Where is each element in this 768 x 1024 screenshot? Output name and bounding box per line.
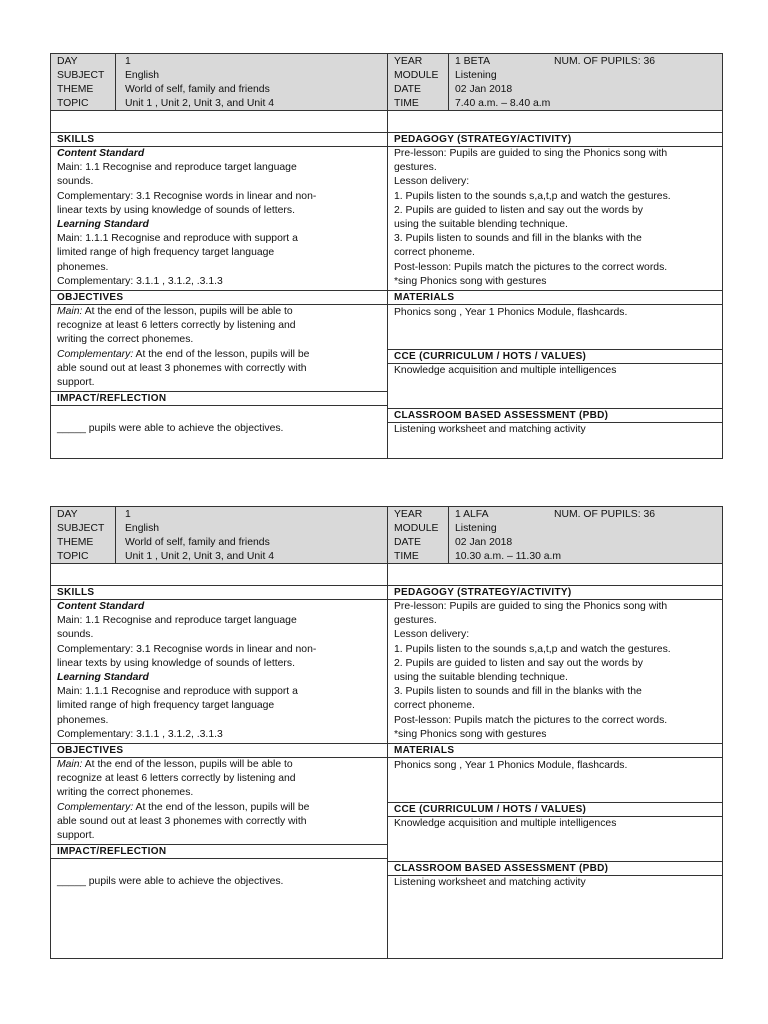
theme-row: THEME World of self, family and friends [51, 83, 387, 97]
day-value: 1 [125, 509, 131, 520]
cce-content [388, 364, 722, 378]
materials-text: Phonics song , Year 1 Phonics Module, flashcards. [394, 760, 628, 771]
objectives-heading: OBJECTIVES [51, 290, 387, 305]
pedagogy-text-line: 3. Pupils listen to sounds and fill in the blanks with the [394, 686, 642, 698]
content-standard-text-line: Main: 1.1 Recognise and reproduce target language [57, 615, 297, 627]
date-row: DATE 02 Jan 2018 [388, 83, 722, 97]
theme-value: World of self, family and friends [125, 84, 270, 95]
impact-text: _____ pupils were able to achieve the objectives. [57, 876, 284, 887]
pedagogy-heading: PEDAGOGY (STRATEGY/ACTIVITY) [388, 132, 722, 147]
module-value: Listening [455, 523, 497, 534]
module-row: MODULE Listening [388, 69, 722, 83]
content-standard-text-line: sounds. [57, 629, 94, 641]
learning-standard-heading: Learning Standard [57, 672, 149, 684]
time-row: TIME 10.30 a.m. – 11.30 a.m [388, 550, 722, 564]
assessment-heading: CLASSROOM BASED ASSESSMENT (PBD) [388, 408, 722, 423]
learning-standard-heading: Learning Standard [57, 219, 149, 231]
assessment-content [388, 423, 722, 437]
theme-value: World of self, family and friends [125, 537, 270, 548]
materials-content [388, 759, 722, 773]
learning-standard-text-line: Main: 1.1.1 Recognise and reproduce with support a [57, 233, 298, 245]
pedagogy-text-line: Pre-lesson: Pupils are guided to sing the Phonics song with [394, 148, 668, 159]
year-row: YEAR 1 BETA NUM. OF PUPILS: 36 [388, 55, 722, 69]
materials-heading: MATERIALS [388, 290, 722, 305]
left-column [51, 507, 388, 958]
objectives-heading: OBJECTIVES [51, 743, 387, 758]
impact-heading: IMPACT/REFLECTION [51, 391, 387, 406]
pedagogy-text-line: 1. Pupils listen to the sounds s,a,t,p and watch the gestures. [394, 643, 671, 655]
impact-text: _____ pupils were able to achieve the objectives. [57, 423, 284, 434]
impact-content [51, 422, 387, 436]
time-value: 10.30 a.m. – 11.30 a.m [455, 551, 562, 562]
skills-heading: SKILLS [51, 132, 387, 147]
learning-standard-text-line: Complementary: 3.1.1 , 3.1.2, .3.1.3 [57, 728, 223, 740]
learning-standard-text-line: Complementary: 3.1.1 , 3.1.2, .3.1.3 [57, 275, 223, 287]
materials-heading: MATERIALS [388, 743, 722, 758]
content-standard-text-line: Complementary: 3.1 Recognise words in linear and non- [57, 190, 317, 202]
pedagogy-text-line: Post-lesson: Pupils match the pictures to the correct words. [394, 261, 668, 273]
module-row: MODULE Listening [388, 522, 722, 536]
theme-row: THEME World of self, family and friends [51, 536, 387, 550]
day-row: DAY 1 [51, 508, 387, 522]
cce-heading: CCE (CURRICULUM / HOTS / VALUES) [388, 349, 722, 364]
content-standard-text-line: Complementary: 3.1 Recognise words in linear and non- [57, 643, 317, 655]
assessment-content [388, 876, 722, 890]
pedagogy-text-line: *sing Phonics song with gestures [394, 275, 547, 287]
subject-value: English [125, 70, 160, 81]
date-row: DATE 02 Jan 2018 [388, 536, 722, 550]
assessment-heading: CLASSROOM BASED ASSESSMENT (PBD) [388, 861, 722, 876]
content-standard-text-line: linear texts by using knowledge of sounds of letters. [57, 657, 295, 669]
right-column [388, 54, 722, 458]
year-row: YEAR 1 ALFA NUM. OF PUPILS: 36 [388, 508, 722, 522]
pedagogy-text-line: 2. Pupils are guided to listen and say out the words by [394, 204, 643, 216]
content-standard-text-line: linear texts by using knowledge of sounds of letters. [57, 204, 295, 216]
materials-content [388, 306, 722, 320]
cce-text: Knowledge acquisition and multiple intelligences [394, 365, 617, 376]
content-standard-heading: Content Standard [57, 601, 145, 612]
materials-text: Phonics song , Year 1 Phonics Module, flashcards. [394, 307, 628, 318]
lesson-plan [50, 506, 723, 959]
day-value: 1 [125, 56, 131, 67]
pedagogy-text-line: Lesson delivery: [394, 629, 470, 641]
time-row: TIME 7.40 a.m. – 8.40 a.m [388, 97, 722, 111]
learning-standard-text-line: limited range of high frequency target language [57, 700, 275, 712]
skills-content [51, 600, 387, 742]
pedagogy-text-line: gestures. [394, 162, 437, 174]
objectives-content: Main: At the end of the lesson, pupils will be able to recognize at least 6 letters correctly by listening and writing the correct phonemes. Complementary: At the end of the lesson, pupils will be able sound out at least 3 phonemes with correctly with support. [57, 759, 310, 842]
impact-content [51, 875, 387, 889]
pupils-count: NUM. OF PUPILS: 36 [554, 56, 656, 67]
cce-text: Knowledge acquisition and multiple intelligences [394, 818, 617, 829]
cce-heading: CCE (CURRICULUM / HOTS / VALUES) [388, 802, 722, 817]
pedagogy-text-line: Pre-lesson: Pupils are guided to sing the Phonics song with [394, 601, 668, 612]
content-standard-text-line: sounds. [57, 176, 94, 188]
date-value: 02 Jan 2018 [455, 537, 513, 548]
topic-row: TOPIC Unit 1 , Unit 2, Unit 3, and Unit 4 [51, 97, 387, 111]
learning-standard-text-line: phonemes. [57, 261, 109, 273]
pedagogy-text-line: Post-lesson: Pupils match the pictures to the correct words. [394, 714, 668, 726]
year-value: 1 ALFA [455, 509, 489, 520]
pedagogy-content [388, 600, 722, 742]
cce-content [388, 817, 722, 831]
time-value: 7.40 a.m. – 8.40 a.m [455, 98, 551, 109]
pedagogy-text-line: 2. Pupils are guided to listen and say out the words by [394, 657, 643, 669]
learning-standard-text-line: Main: 1.1.1 Recognise and reproduce with support a [57, 686, 298, 698]
impact-heading: IMPACT/REFLECTION [51, 844, 387, 859]
pedagogy-heading: PEDAGOGY (STRATEGY/ACTIVITY) [388, 585, 722, 600]
pedagogy-text-line: correct phoneme. [394, 247, 475, 259]
lesson-plan [50, 53, 723, 459]
subject-row: SUBJECT English [51, 522, 387, 536]
date-value: 02 Jan 2018 [455, 84, 513, 95]
subject-row: SUBJECT English [51, 69, 387, 83]
learning-standard-text-line: phonemes. [57, 714, 109, 726]
pedagogy-text-line: gestures. [394, 615, 437, 627]
module-value: Listening [455, 70, 497, 81]
topic-row: TOPIC Unit 1 , Unit 2, Unit 3, and Unit 4 [51, 550, 387, 564]
content-standard-text-line: Main: 1.1 Recognise and reproduce target language [57, 162, 297, 174]
learning-standard-text-line: limited range of high frequency target language [57, 247, 275, 259]
topic-value: Unit 1 , Unit 2, Unit 3, and Unit 4 [125, 98, 275, 109]
objectives-content: Main: At the end of the lesson, pupils will be able to recognize at least 6 letters correctly by listening and writing the correct phonemes. Complementary: At the end of the lesson, pupils will be able sound out at least 3 phonemes with correctly with support. [57, 306, 310, 389]
pedagogy-text-line: 3. Pupils listen to sounds and fill in the blanks with the [394, 233, 642, 245]
pedagogy-text-line: correct phoneme. [394, 700, 475, 712]
right-column [388, 507, 722, 958]
content-standard-heading: Content Standard [57, 148, 145, 159]
pedagogy-text-line: using the suitable blending technique. [394, 672, 568, 684]
pedagogy-text-line: using the suitable blending technique. [394, 219, 568, 231]
skills-content [51, 147, 387, 289]
pupils-count: NUM. OF PUPILS: 36 [554, 509, 656, 520]
assessment-text: Listening worksheet and matching activity [394, 877, 586, 888]
subject-value: English [125, 523, 160, 534]
pedagogy-text-line: *sing Phonics song with gestures [394, 728, 547, 740]
skills-heading: SKILLS [51, 585, 387, 600]
pedagogy-text-line: 1. Pupils listen to the sounds s,a,t,p and watch the gestures. [394, 190, 671, 202]
assessment-text: Listening worksheet and matching activity [394, 424, 586, 435]
pedagogy-text-line: Lesson delivery: [394, 176, 470, 188]
pedagogy-content [388, 147, 722, 289]
year-value: 1 BETA [455, 56, 491, 67]
topic-value: Unit 1 , Unit 2, Unit 3, and Unit 4 [125, 551, 275, 562]
left-column [51, 54, 388, 458]
day-row: DAY 1 [51, 55, 387, 69]
